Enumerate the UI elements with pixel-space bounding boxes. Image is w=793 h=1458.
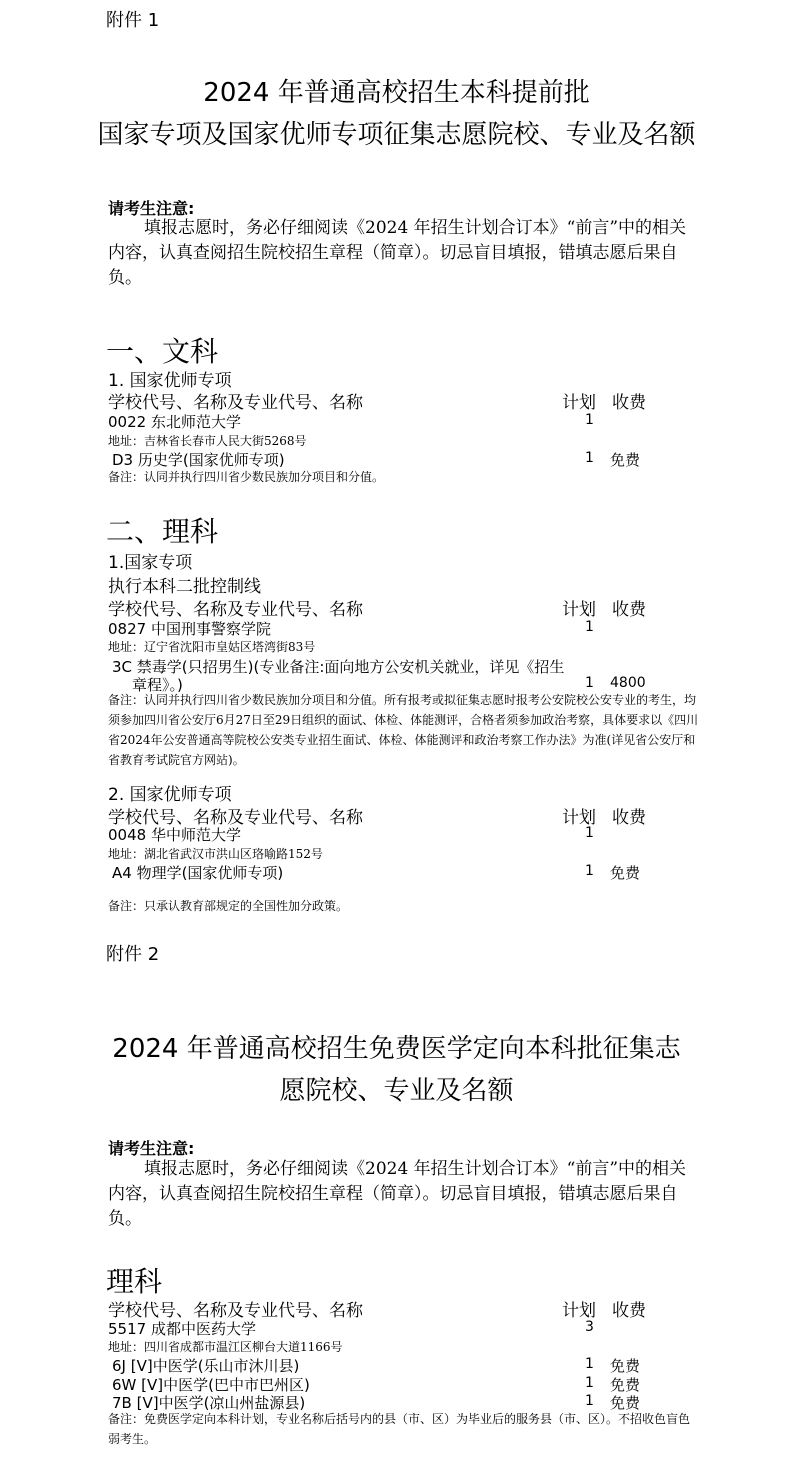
table-header-fee: 收费	[612, 808, 646, 828]
major-plan: 1	[585, 1393, 594, 1409]
major-fee: 免费	[610, 864, 641, 882]
major-plan: 1	[585, 675, 594, 691]
table-header-school: 学校代号、名称及专业代号、名称	[108, 808, 363, 828]
major-plan: 1	[585, 1356, 594, 1372]
major-fee: 免费	[610, 1376, 641, 1394]
control-line: 执行本科二批控制线	[108, 577, 261, 597]
section-li-heading: 二、理科	[106, 515, 219, 548]
remark: 备注：认同并执行四川省少数民族加分项目和分值。	[108, 470, 385, 484]
major-fee: 4800	[610, 675, 646, 691]
major-row-line2: 章程》。)	[132, 676, 183, 694]
section-li-sub1: 1.国家专项	[108, 553, 193, 573]
major-row: 6W [V]中医学(巴中市巴州区)	[112, 1376, 310, 1394]
table-header-plan: 计划	[562, 393, 596, 413]
major-row: A4 物理学(国家优师专项)	[112, 864, 284, 882]
table-header-plan: 计划	[562, 1301, 596, 1321]
school-address: 地址：四川省成都市温江区柳台大道1166号	[108, 1340, 343, 1354]
annex2-label: 附件 2	[106, 944, 160, 965]
remark: 备注：免费医学定向本科计划，专业名称后括号内的县（市、区）为毕业后的服务县（市、区）。不招收色盲色弱考生。	[108, 1412, 691, 1446]
table-header-school: 学校代号、名称及专业代号、名称	[108, 393, 363, 413]
table-header-school: 学校代号、名称及专业代号、名称	[108, 600, 363, 620]
school-row: 5517 成都中医药大学	[108, 1320, 256, 1338]
table-header-fee: 收费	[612, 393, 646, 413]
annex2-title-line1: 2024 年普通高校招生免费医学定向本科批征集志	[112, 1034, 681, 1064]
major-row: D3 历史学(国家优师专项)	[112, 451, 285, 469]
section-wen-heading: 一、文科	[106, 335, 219, 368]
school-address: 地址：吉林省长春市人民大街5268号	[108, 434, 307, 448]
annex2-section-heading: 理科	[106, 1265, 163, 1298]
annex1-label: 附件 1	[106, 10, 160, 31]
table-header-fee: 收费	[612, 1301, 646, 1321]
annex2-notice-heading: 请考生注意:	[108, 1139, 195, 1158]
school-plan: 3	[585, 1319, 594, 1335]
major-plan: 1	[585, 1375, 594, 1391]
annex2-title-line2: 愿院校、专业及名额	[279, 1076, 514, 1106]
table-header-school: 学校代号、名称及专业代号、名称	[108, 1301, 363, 1321]
school-address: 地址：湖北省武汉市洪山区珞喻路152号	[108, 847, 323, 861]
school-plan: 1	[585, 619, 594, 635]
remark: 备注：认同并执行四川省少数民族加分项目和分值。所有报考或拟征集志愿时报考公安院校公安专业的考生，均须参加四川省公安厅6月27日至29日组织的面试、体检、体能测评，合格者须参加政治考察，具体要求以《四川省2024年公安普通高等院校公安类专业招生面试、体检、体能测评和政治考察工作办法》为准(详见省公安厅和省教育考试院官方网站)。	[108, 693, 699, 767]
major-fee: 免费	[610, 1357, 641, 1375]
annex1-notice-text: 填报志愿时，务必仔细阅读《2024 年招生计划合订本》“前言”中的相关内容，认真查阅招生院校招生章程（简章）。切忌盲目填报，错填志愿后果自负。	[108, 218, 687, 288]
annex1-notice-heading: 请考生注意:	[108, 199, 195, 218]
major-fee: 免费	[610, 451, 641, 469]
section-li-sub2: 2. 国家优师专项	[108, 785, 232, 805]
annex2-notice-text: 填报志愿时，务必仔细阅读《2024 年招生计划合订本》“前言”中的相关内容，认真查阅招生院校招生章程（简章）。切忌盲目填报，错填志愿后果自负。	[108, 1159, 687, 1229]
school-row: 0022 东北师范大学	[108, 413, 241, 431]
school-plan: 1	[585, 825, 594, 841]
remark: 备注：只承认教育部规定的全国性加分政策。	[108, 899, 349, 913]
major-fee: 免费	[610, 1394, 641, 1412]
major-plan: 1	[585, 863, 594, 879]
major-plan: 1	[585, 450, 594, 466]
major-row: 7B [V]中医学(凉山州盐源县)	[112, 1394, 306, 1412]
school-plan: 1	[585, 412, 594, 428]
major-row-line1: 3C 禁毒学(只招男生)(专业备注:面向地方公安机关就业，详见《招生	[112, 658, 565, 676]
table-header-plan: 计划	[562, 808, 596, 828]
school-address: 地址：辽宁省沈阳市皇姑区塔湾街83号	[108, 640, 316, 654]
annex1-title-line2: 国家专项及国家优师专项征集志愿院校、专业及名额	[97, 120, 696, 150]
school-row: 0827 中国刑事警察学院	[108, 620, 271, 638]
major-row: 6J [V]中医学(乐山市沐川县)	[112, 1357, 300, 1375]
section-wen-sub: 1. 国家优师专项	[108, 371, 232, 391]
annex1-title-line1: 2024 年普通高校招生本科提前批	[203, 78, 590, 108]
table-header-fee: 收费	[612, 600, 646, 620]
table-header-plan: 计划	[562, 600, 596, 620]
school-row: 0048 华中师范大学	[108, 826, 241, 844]
